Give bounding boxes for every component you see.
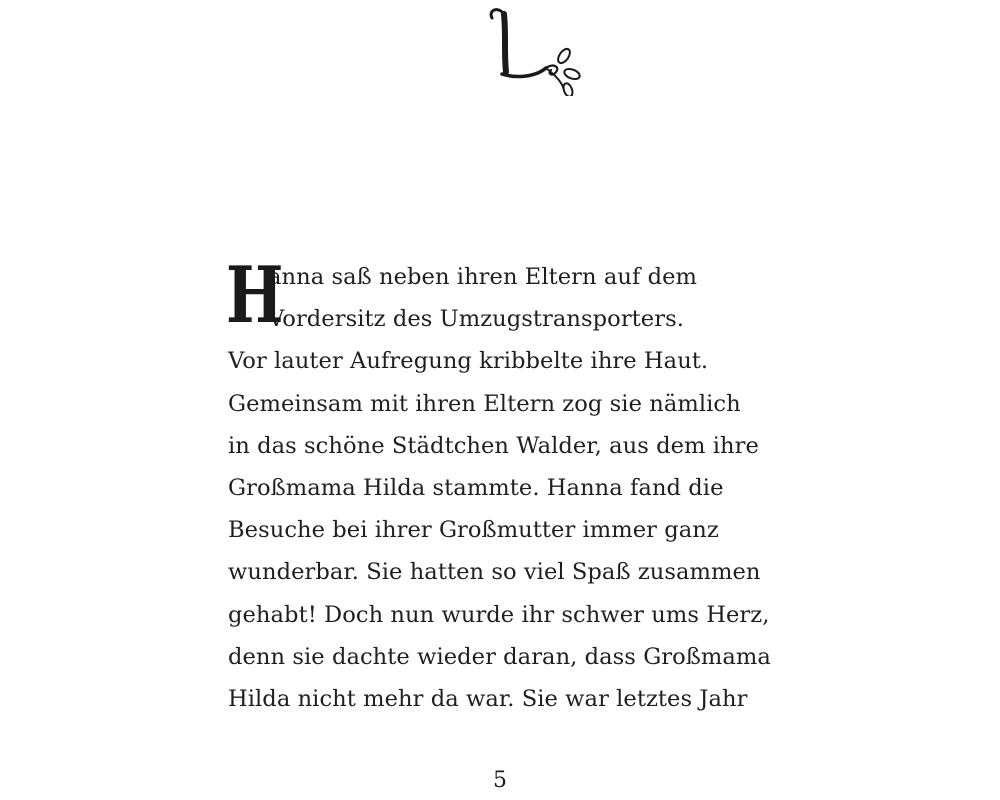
text-line: Vordersitz des Umzugstransporters. [268, 306, 684, 333]
text-line: wunderbar. Sie hatten so viel Spaß zusammen [228, 559, 761, 586]
text-line: Gemeinsam mit ihren Eltern zog sie nämlich [228, 390, 741, 417]
text-line: in das schöne Städtchen Walder, aus dem ihre [228, 432, 759, 459]
text-line: Hilda nicht mehr da war. Sie war letztes Jahr [228, 685, 748, 712]
chapter-number-ornament [484, 4, 584, 96]
chapter-number-1-icon [484, 4, 584, 96]
story-text [226, 250, 788, 720]
text-line: Besuche bei ihrer Großmutter immer ganz [228, 517, 719, 544]
page-number: 5 [493, 768, 507, 793]
text-line: anna saß neben ihren Eltern auf dem [268, 264, 698, 290]
text-line: denn sie dachte wieder daran, dass Großmama [228, 643, 771, 670]
text-line: Vor lauter Aufregung kribbelte ihre Haut. [228, 348, 709, 375]
text-line: Großmama Hilda stammte. Hanna fand die [228, 474, 724, 501]
drop-cap: H [226, 250, 284, 341]
text-line: gehabt! Doch nun wurde ihr schwer ums Herz, [228, 601, 770, 628]
